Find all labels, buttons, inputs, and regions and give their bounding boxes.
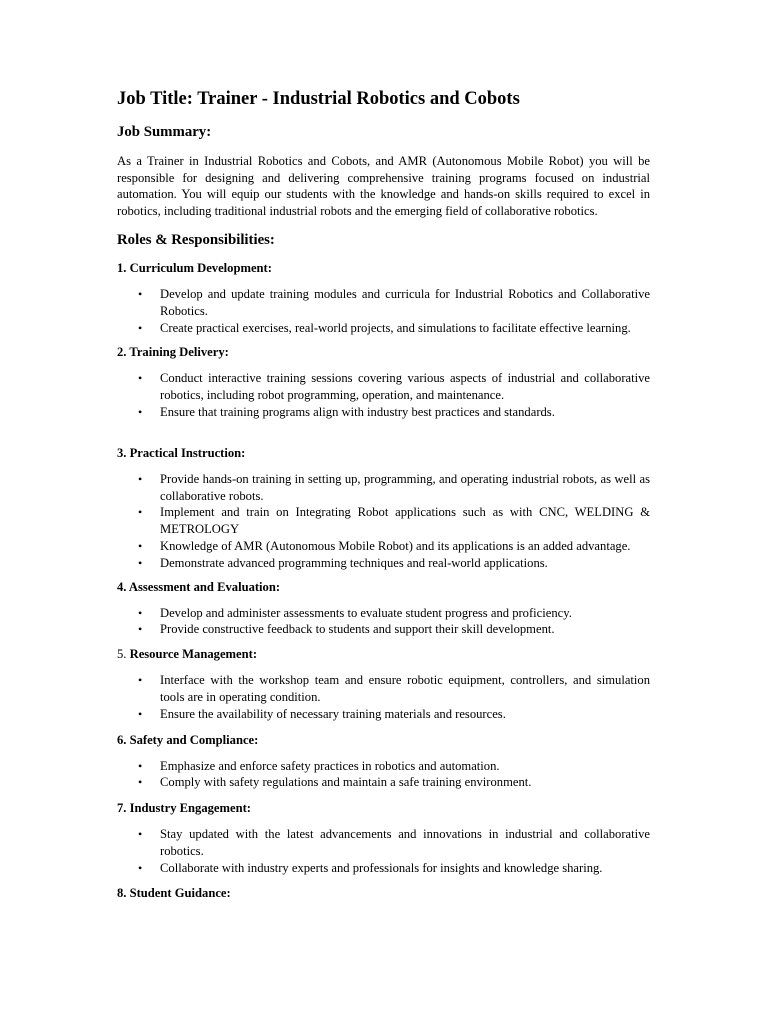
bullet-list — [117, 471, 650, 572]
section-heading-text: Industry Engagement: — [129, 801, 251, 816]
section-number: 8. — [117, 885, 130, 900]
section-number: 5. — [117, 647, 130, 662]
section-heading — [117, 645, 650, 663]
list-item-text: Implement and train on Integrating Robot applications such as with CNC, WELDING & METROLOGY — [160, 505, 650, 537]
bullet-icon: • — [138, 404, 143, 419]
roles-heading: Roles & Responsibilities: — [117, 232, 275, 248]
bullet-list — [117, 672, 650, 722]
summary-paragraph: As a Trainer in Industrial Robotics and Cobots, and AMR (Autonomous Mobile Robot) you will be responsible for designing and delivering comprehensive training programs focused on industrial automation. You will equip our students with the knowledge and hands-on skills required to excel in robotics, including traditional industrial robots and the emerging field of collaborative robotics. — [117, 154, 650, 218]
section-heading — [117, 343, 650, 361]
bullet-icon: • — [138, 320, 143, 335]
list-item-text: Develop and administer assessments to evaluate student progress and proficiency. — [160, 605, 572, 620]
sections-container — [117, 259, 650, 902]
list-item-text: Provide constructive feedback to students and support their skill development. — [160, 622, 555, 637]
list-item — [117, 370, 650, 404]
list-item — [117, 758, 650, 775]
section-number: 6. — [117, 732, 130, 747]
section-heading — [117, 578, 650, 596]
list-item-text: Demonstrate advanced programming techniques and real-world applications. — [160, 555, 548, 570]
list-item-text: Ensure the availability of necessary training materials and resources. — [160, 706, 506, 721]
list-item — [117, 860, 650, 877]
bullet-list — [117, 826, 650, 876]
section-heading — [117, 884, 650, 902]
list-item — [117, 538, 650, 555]
list-item-text: Emphasize and enforce safety practices in robotics and automation. — [160, 758, 500, 773]
bullet-icon: • — [138, 471, 143, 486]
bullet-icon: • — [138, 605, 143, 620]
section-number: 3. — [117, 445, 130, 460]
bullet-icon: • — [138, 673, 143, 688]
section-number: 1. — [117, 261, 130, 275]
section-heading-text: Resource Management: — [129, 647, 258, 662]
list-item — [117, 605, 650, 622]
section-heading-text: Training Delivery: — [129, 345, 229, 360]
section-number: 7. — [117, 801, 130, 816]
list-item — [117, 621, 650, 638]
bullet-list — [117, 370, 650, 420]
list-item — [117, 555, 650, 572]
section-heading — [117, 799, 650, 817]
section-heading — [117, 259, 650, 277]
list-item-text: Ensure that training programs align with industry best practices and standards. — [160, 404, 555, 419]
bullet-icon: • — [138, 706, 143, 721]
list-item — [117, 504, 650, 538]
list-item-text: Stay updated with the latest advancements and innovations in industrial and collaborative robotics. — [160, 827, 650, 858]
bullet-icon: • — [138, 555, 143, 570]
list-item — [117, 826, 650, 860]
list-item — [117, 774, 650, 791]
bullet-icon: • — [138, 775, 143, 790]
list-item — [117, 706, 650, 723]
section-heading — [117, 731, 650, 749]
bullet-icon: • — [138, 505, 143, 520]
document-page — [117, 86, 650, 902]
section-heading-text: Practical Instruction: — [129, 445, 246, 460]
bullet-list — [117, 605, 650, 639]
page-title: Job Title: Trainer - Industrial Robotics and Cobots — [117, 89, 520, 109]
list-item-text: Develop and update training modules and curricula for Industrial Robotics and Collaborative Robotics. — [160, 287, 650, 318]
list-item — [117, 320, 650, 337]
list-item — [117, 286, 650, 320]
bullet-icon: • — [138, 827, 143, 842]
list-item-text: Collaborate with industry experts and professionals for insights and knowledge sharing. — [160, 860, 603, 875]
bullet-icon: • — [138, 371, 143, 386]
section-heading — [117, 444, 650, 462]
list-item-text: Knowledge of AMR (Autonomous Mobile Robot) and its applications is an added advantage. — [160, 538, 631, 553]
list-item-text: Provide hands-on training in setting up, programming, and operating industrial robots, as well as collaborative robots. — [160, 471, 650, 503]
section-heading-text: Curriculum Development: — [129, 261, 272, 275]
list-item-text: Conduct interactive training sessions covering various aspects of industrial and collaborative robotics, including robot programming, operation, and maintenance. — [160, 371, 650, 403]
list-item-text: Create practical exercises, real-world projects, and simulations to facilitate effective learning. — [160, 320, 631, 335]
bullet-icon: • — [138, 758, 143, 773]
bullet-icon: • — [138, 287, 143, 301]
bullet-list — [117, 758, 650, 792]
list-item — [117, 471, 650, 505]
section-number: 4. — [117, 579, 129, 594]
section-heading-text: Student Guidance: — [129, 885, 231, 900]
bullet-icon: • — [138, 622, 143, 637]
list-item-text: Comply with safety regulations and maintain a safe training environment. — [160, 775, 532, 790]
section-heading-text: Assessment and Evaluation: — [128, 579, 281, 594]
bullet-icon: • — [138, 860, 143, 875]
list-item-text: Interface with the workshop team and ensure robotic equipment, controllers, and simulation tools are in operating condition. — [160, 673, 650, 704]
bullet-icon: • — [138, 538, 143, 553]
list-item — [117, 404, 650, 421]
list-item — [117, 672, 650, 706]
summary-heading: Job Summary: — [117, 124, 212, 140]
bullet-list — [117, 286, 650, 336]
section-heading-text: Safety and Compliance: — [129, 732, 259, 747]
section-number: 2. — [117, 345, 130, 360]
